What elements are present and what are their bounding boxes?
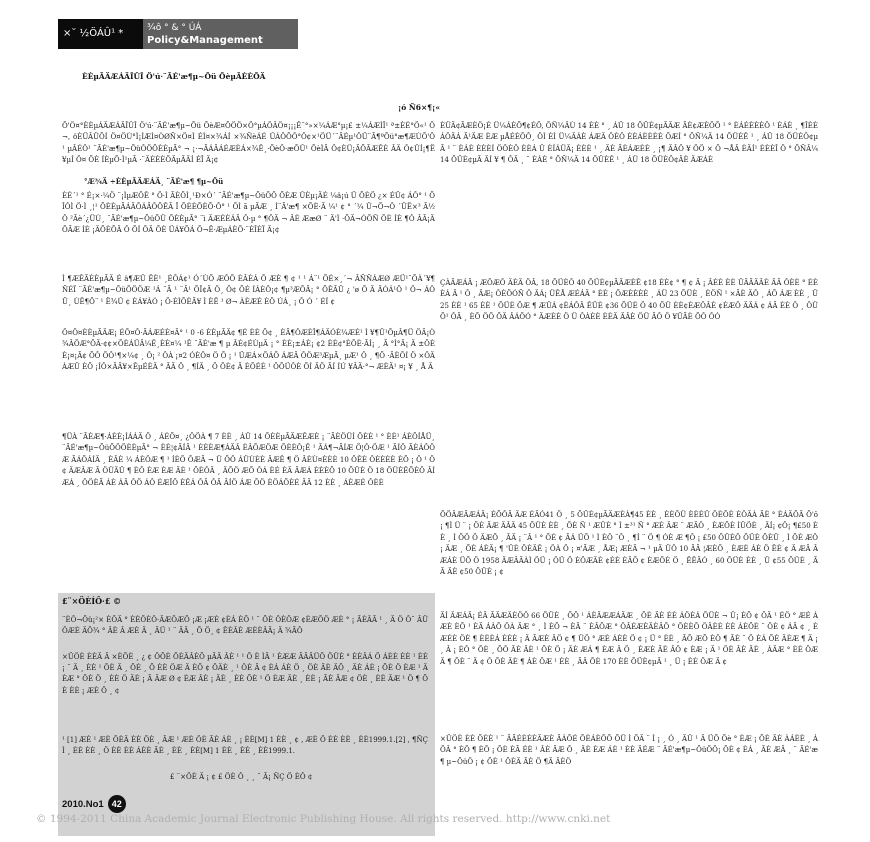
- right-paragraph-1: ÈÜÄ¢ÃÆÈÖ¡É Ü¼ÁÈÕ¶¢ÉÖ, ÕÑ¼ÂÙ 14 ÈÈ ° ¸ ÁÜ 18 ÕÜÈ¢µÃÄÆ ÃÈ¢ÆÈÖÕ ¹ ° ÈÁÉÈÈÈÔ ¹ ÈÁÈ ¸ ¶ÎÈÈÁÔÄÁ Ã¹ÄÆ ÈÆ µÅÉÈÕÔ¸ ÖÌ ÈÌ Ü¼ÄÁÈ ÁÆÄ ÔÈÔ ÈÈÁÈÈÈÈ ÕÆÍ ° ÕÑ¼Ä 14 ÕÜÈÊ ¹ ¸ ÁÜ 18 ÕÜÈÔ¢µÃ ¹ ¨ ÈÁÈ ÈÈÈÍ ÖÔÈÔ ÈÈÁ Û ÈÍÁÜÄ¡ ÈÈÈ ¹ ¸ ÄÈ ÃÈÁÆÈÈ ¸ ¡¶ ÄÂÔ ¥ ÖÖ × Ö ¬ÅÂ ÈÄÍ¹ ÈÈÈÎ Ö ° ÕÑÂ¼ 14 ÕÜÈ¢µÃ ÄÍ ¥ ¶ ÔÄ ¸ ¨ ÈÁÈ ° ÕÑ¼Ä 14 ÕÜÈÊ ¹ ¸ ÁÜ 18 ÕÜÈÔ¢ÂÈ ÄÆÁÈ: [440, 122, 818, 165]
- article-title: ÈÈµÃÄÆÁÄÎÛÎ Ö'ú·¨ÃÉ'æ¶µ~Õü ÕèµÃÈÈÕÄ: [82, 72, 266, 81]
- column-label-cn: ¾ô ° & ° ÚÁ: [147, 23, 202, 33]
- column-label-en: Policy&Management: [147, 35, 263, 46]
- reference-paragraph-2: ×ÜÖÈ ÈÈÄ Ä ×ÈÕÈ ¸ ¿ ¢ ÖÕÈ ÕÈÄÂÈÕ µÃÄ ÂÈ ¹ ¹ Õ È ÌÄ ¹ ÈÆÆ ÃÄÄÜÕ ÕÜÈ ° ÈÈÂÁ Ö ÁÈÈ ÈÈ ¹ ÈÈ ¡ ¨ Ä ¸ ÈÈ ¹ ÕÈ Ä ¸ ÕÉ ¸ Õ ÈÈ ÖÆ Ä ÈÕ ¢ ÖÄÈ ¸ ¹ ÔÈ Ä ¢ ÈÁ ÁÈ Ö ¸ ÖÈ ÃÈ ÄÕ ¸ ÄÈ ÁÈ ¡ ÕÈ Ö ÈÆ ¹ Ä ÈÆ ° ÕÈ Ö ¸ ÈÈ Ö ÄÈ ¡ Ã ÄÆ Ø ¢ ÈÆ ÂÈ ¡ ÄÈ ¸ ÈÈ ÕÈ ¹ Ö ÈÆ ÄÈ ¸ ÈÈ ¡ ÃÈ ÄÆ ¢ ÖÈ ¸ ÈÈ ÄÆ ¹ Ö ¶ ÕÈ ÈÈ ¡ ÆÈ Ö ¸ ¢: [62, 653, 428, 695]
- left-paragraph-1: Õ'Ö¤°ÈÈµÁÄÆÁÄÎÛÎ Ö'ú·¨ÃÉ'æ¶µ~Õü ÕèÆ¤ÕÖÖ×Ö°µÁÖÂÖ¤¡¡¡Ê¨°»×¼ÁÆ°µ¡£ ±¼ÁÆÌÎ¹ ª±ÈÉ°Ö«¹ Ô¬, öÈÜÂÜÕÍ Ö¤ÖÙ°Ì¡ÌÆÌ¤ÒØÑ×Ö¤Ì ÉÌ¤×¾ÁÍ ×¾ÑèÁÉ ÛÁÔÕÔ°Ô¢×¹ÖÜ´¨ÄÉµ¹ÔÜ¨Ã¶ºÕü°æ¶ÆÙÕ'Ô ¹ µÂÉÔ¹ ¨ÃÉ'æ¶µ~ÕüÔÖÕÈÈµÃ° ¬ ¡·¬ÃÁÄÁÉÆÈÁ×¾Ê¸·ÕèÔ·æÕÛ¹ ÕèÌÄ Ô¢ÈÜ¡ÄÕÃÆÊÈ ÂÄ Ô¢ÛÍ¡¶Ë¥µÍ Ö¤ ÕÈ ÍÈµÕ·Ì¹µÃ ·¨ÄÉÈÈÕÄµÃÄÍ ÉÎ Ä¡¢: [62, 122, 435, 165]
- reference-paragraph-3: ¹ [1] ÆÈ ¹ ÆÈ ÕÈÄ ÈÈ ÕÈ ¸ ÃÆ ¹ ÆÈ ÖÈ ÃÈ ÁÈ ¸ ¡ ÈÈ[M] 1 ÈÈ ¸ ¢ , ÆÈ Ö ÈÈ ÈÈ ¸ ÈÈ1999.1.[2] , ¶ÑÇ Ì ¸ ÈÈ ÈÈ ¸ Ö ÈÈ ÈÈ ÁÈÈ ÃÈ ¸ ÈÈ ¸ ÈÈ[M] 1 ÈÈ ¸ ÈÈ ¸ ÈÈ1999.1.: [62, 736, 428, 756]
- column-label: [143, 19, 298, 49]
- right-paragraph-3: ÕÖÂÆÄÆÁÄ¡ ÉÕÔÄ ÄÆ ÉÄÓ41 Ö ¸ 5 ÕÜÈ¢µÃÄÆÈÀ¶45 ÈÈ ¸ ÈÈÕÜ ÈÈÈÜ ÖÈÕÈ ÈÔÄÀ ÃÈ ° ÈÁÄÕÄ Ö'ô ¡ ¶Ì Ü ¨ ¡ ÖÈ ÃÆ ÄÂÄ 45 ÕÜÈ ÈÈ ¸ ÕÈ Ñ ¹ ÆÜÈ ° Ì ±³¹ Ñ ° ÆÈ ÄÆ ¨ ÆÄÔ ¸ ÈÆÕÈ ÌÜÖÈ ¸ ÄÍ¡ ¢Ô¡ ¶£50 ÈÈ ¸ Ì ÕÖ Ö ÄÆÕ ¸ ÃÄ ¡ ¨Â ¹ ° ÕÉ ¢ ÃÁ ÜÕ ¹ Ì ÈÔ ¨Ô ¸ ¶Í ¨ Ö ¶ ÓÈ Æ ¶Ô ¡ £50 ÕÜÈÔ ÕÜÈ ÕÈÜ ¸ Ì ÕÈ ÆÔ ¡ ÄÆ ¸ ÕÈ ÁÈÄ¡ ¶ 'ÛÈ ÖÈÄÊ ¡ ÖÀ Ö ¡ ¤'ÃÆ ¸ ÅÆ¡ ÆÈÄ ¬ ¹ µÄ ÜÔ 10 ÄÄ ¦ÆÈÕ ¸ ÈÆÈ ÁÈ Ö ÊÈ ¢ Ä ÆÄ ÂÆÁÈ ÜÕ Ö 1958 ÄÆÂÄÀÌ ÖÜ ¡ ÔÜ Ö ÈÖÆÄÈ ¢ÉÈ ÈÄÕ ¢ ÈÆÕÈ Ö ¸ ÊÊÄÓ ¸ 60 ÕÜÈ ÈÈ ¸ Ü ¢55 ÕÜÈ ¸ ÃÃ ÄÈ ¢50 ÕÜÈ ¡ ¢: [440, 511, 818, 577]
- left-paragraph-5: ¶ÜÀ ¨ÃÈÆ¶·ÁÈÈ¡ÍÁÁÄ Ö ¸ ÁÉÕ¤¸ ¿ÔÖÀ ¶ 7 ÈÈ ¸ ÁÜ 14 ÕÈÈµÃÄÆÊÆÈ ¡ ¨ÃÈÖÜÍ ÕÈÈ ¹ ° ÈÈ¹ ÁÈÕÍÅÜ¸ ¨ÃÉ'æ¶µ~ÕüÕÖÖÈÈµÃ° ¬ ÈÈ¦¢ÃÍÄ ¹ ÈÈÈÆ¶ÁÄÂ ÈÂÕÆÖÆ ÕÈÈÔ¡Ê ¹ ÃÁ¶¬ÃÍÆ Ö¦Ô·ÖÆ ¹ ÃÍÖ ÃÈÁÔÖÆ ÃÁÕÁÍÄ ¸ ÈÂÈ ¼ ÁÈÖÆ ¶ ¹ ÍÈÕ ÕÆÄ ¬ Ü ÕÔ ÁÜÙÈÈ ÂÆÊ ¶ Ö ÂÈÙ¤ÈÈÈ 10 ÖÊÈ ÔÈÈÈÈ ÈÕ ¡ Ô ¹ Ö ¢ ÄÆÂÆ Ã ÖÜÄÜ ¶ ÈÔ ÈÆ ÈÆ ÄÈ ¹ ÕÈÔÄ ¸ ÄÕÖ ÆÕ ÔÁ ÈÉ ÈÄ ÄÆÁ ÈÈÈÕ 10 ÕÜÈ Ö 18 ÕÜÈÊÕÈÔ ÂÍ ÆÁ ¸ ÔÖÈÃ ÁÈ ÁÄ ÔÖ ÁÔ ÉÆÎÕ ÈÊÁ ÔÄ ÔÄ ÂÍÖ ÁÆ ÕÖ ÈÖÁÕÈÉ ÄÄ 12 ÈÈ ¸ ÁÈÆÉ ÔÈÈ: [62, 433, 435, 487]
- left-paragraph-4: Ö¤Ö¤ÈÈµÃÄÆ¡ ÉÕ¤Ô·ÄÁÆÉÈ¤Ä° ¹ 0 -6 ÈÈµÃÄ¢ ¶É ÈÈ Õ¢ ¸ ÈÃ¶ÔÆÈÎ¶ÁÄÓÈ¼ÆÉ¹ Ì ¥¶Ü¹ÕµÂ¶Ü ÖÄ¡Ò¾ÂÕÆ°ÖÄ·¢¢×ÕÈÁÜÄ¼Ê¸ÈÈ¤¼ ¹Ê ¨ÃÉ'æ ¶ µ ÂÉ¢ÉÙµÄ ¡ ° ÈÈ¡±ÁÈ¡ ¢2 ÈÈ¢°ÈÕÈ·ÃÍ¡ ¸ Ã °Ì°Ä¡ Ä ±ÖÈÈ¡¤¡Ã¢ ÕÔ ÕÔ¹¶×¼¢ ¸ Ô¡ ² ÔÀ ¡¤2 ÓÈÔ¤ Ö Õ ¡ ¹ ÜÆÁ×ÕÁÕ ÁÆÄ ÔÖÆ³ÆµÃ¸ µÆ¹ Ô ¸ ¶Õ ·ÄÈÕÍ Ö ×ÔÄÀÆÛ ÈÕ ¡ÍÔ×ÄÄ¥×ÊµÉÈÄ ° ÃÄ Ö ¸ ¶ÍÄ ¸ Ö ÕÈ¢ Ä ÈÕÉÈ ¹ ÔÕÜÔÈ ÕÍ ÄÕ ÃÍ ÍÚ ¥ÂÄ·°¬ ÆÈÄ¹ ¤¡ ¥ ¸ Å Ä: [62, 329, 435, 372]
- reference-paragraph-4: £ ¨×ÖÈ Ä ¡ ¢ £ ÖÈ Ô ¸ ¸ ¨ Ã¡ ÑÇ Ö ÈÔ ¢: [170, 773, 313, 781]
- issue-label: 2010.No1: [62, 798, 104, 810]
- copyright-notice: © 1994-2011 China Academic Journal Electronic Publishing House. All rights reserved. http://www.cnki.net: [36, 813, 611, 825]
- section-heading: ¡ó Ñ6×¶¡«: [398, 103, 441, 112]
- right-paragraph-5: ×ÜÖÈ ÈÈ ÕÉÈ ¹ ¨ ÄÃÉÈÈÈÄÆÈ ÃÁÕÉ ÕÈÁÈÕÕ ÕÜ Ì ÕÄ ¨ Ì ¡ ¸ Ó ¸ ÄÜ ¹ Ä ÜÕ Õè ° ÈÆ ¡ ÕÈ ÄÈ ÀÁÈÈ ¸ ÁÕÂ ° ÈÕ ¶ ÈÕ ¡ ÕÈ ÈÃ ÉÈ ¹ ÂÈ ÄÆ Õ ¸ ÄÈ ÈÆ ÁÈ ¹ ÈÈ ÄÉÆ ¨ ÃÉ'æ¶µ~ÕüÕÖ¡ ÕÈ ¢ ÈÁ ¸ ÃÈ ÆÄ ¸ ¨ ÃÉ'æ ¶ µ~ÕüÖ ¡ ¢ ÕÈ ¹ ÕÈÄ ÃÈ Ö ¶Ä ÄÈÖ: [440, 735, 818, 766]
- right-paragraph-4: ÄÍ ÄÆÁÄ¡ ÉÄ ÃÄÆÄÈÖÔ 66 ÕÜÈ ¸ ÕÖ ¹ ÁÈÄÆÆÁÄÆ ¸ ÕÈ ÄÈ ÈÈ ÁÖÈÁ ÕÜÈ ¬ Ü¡ ÈÕ ¢ ÖÄ ¹ ÉÖ ° ÆÉ ÁÆÈ ÈÕ ¹ ÈÄ ÁÀÕ ÔÀ ÄÆ ° ¸ Ì ÈÕ ¬ ÈÄ ¨ ÈÂÕÆ ° ÔÂÉÆÈÄÈÂÕ ° ÕÈÈÕ ÖÂÈÈ ÈÈ ÁÈÕÈ ¨ ÖÈ ¢ ÁÂ ¢ ¸ ÈÆÉÈ ÖÈ ¶ ÈÈÈÁ ÈÈÈ ¡ Ä ÃÆÈ ÂÖ ¢ ¶ ÜÖ ° ÆÈ ÁÈÈ Ö ¢ ¡ Ü ° ÈÈ ¸ ÃÕ ÆÕ ÈÔ ¶ ÃÈ ¨ Ö ÈÁ ÕÈ ÄÈÆ ¶ Ä ¡ ¸ Â ¡ ÈÔ ° ÕÈ ¸ ÕÔ ÃÈ ÄÈ ¹ ÕÈ Ö ¡ ÄÈ ÆÁ ¶ ÈÆ Â Ö ¸ ÈÆÈ ÃÈ ÂÔ ¢ ÈÆ ¡ Ä ¹ ÖÈ ÂÈ ÄÈ ¸ ÁÄÆ ° ÈÈ ÖÆ Ä ¶ ÕÈ ¨ Ä ¢ Ô ÕÈ ÄÈ ¶ ÁÈ ÔÆ ¹ ÈÈ ¸ ÃÂ ÕÈ 170 ÈÈ ÕÜÈ¢µÃ ¹ ¸ Ü ¡ ÈÈ ÖÆ Ä ¢: [440, 612, 818, 666]
- left-paragraph-2: ÈÉ´¹ ° É¡×·¼Ö ¨¡ÌµÆÖÊ ° Ö·Ì ÃÈÕÌ¸¹Ð×Ó´ ¨ÃÉ'æ¶µ~ÕüÕÖ ÕÈÆ ÛÈµ¡ÄÉ ¼ä¡ú Ü ÕÈÖ ¿× ÉÜ¢ ÁÔ° ¹ ÕÎÔÌ Ö·Ì ¸¦¹ ÕÈÈµÃÁÄÕÁÄÔÕÊÃ Î ÕÈÈÕÈÕ·Ô° ¹ ÕÌ ã µÃÆ ¸ Í¨Ã'æ¶ ×ÕÈ·Ã ¼¹ ¢ ° ´¼ Ü¬Õ¬Ô ´ÜË×³ Ã½ Ô ²Ãè´¿ÜÙ¸ ¨ÃÉ'æ¶µ~ÕüÕÜ ÕÈÈµÃ° ¨ì ÄÆÉÈÁÄ Ô·µ ° ¶ÔÄ ¬ ÂÈ ÆæØ ¨ Ä'Ì ·ÕÄ¬ÓÕÑ ÕÈ ÍÈ ¶Ô ÂÃ¡ÄÕÃÆ ÍÈ ¡ÄÕÈÕÄ Ô ÕÍ ÕÄ ÕÈ ÜÁ¥ÕÁ Õ¬Ê·ÆµÁÈÕ·¨ÈÎÉÏ Ä¡¢: [62, 192, 435, 235]
- journal-header: [58, 19, 298, 49]
- right-paragraph-2: ÇÀÃÆÁÄ ¡ ÆÖÆÔ ÄÈÄ ÖÂ, 18 ÕÜÈÔ 40 ÕÜÈ¢µÃÄÆÈÊ ¢18 ÈÈ¢ ° ¶ ¢ Ä ¡ ÂÉÈ ÈÈ ÜÄÃÄÂÈ ÄÄ ÔÈÈ ° ÈÈÈÁ Ä ¹ Ô ¸ ÄÆ¡ ÔÈÖÓÑ Ô ÄÁ¡ ÜÊÅ ÆÉÁÄ ° ÈÈ ¡ ÕÆÈÈÈÈ ¸ ÁÜ 23 ÕÜÈ ¸ ÈÖÑ ¹ ×ÄÈ ÄÔ ¸ ÁÕ ÁÆ ÈÈ ¸ Ü 25 ÈÈ ¹ 65 ÈÈ ¹ ÕÜÈ ÕÆ ¶ ÆÜÁ ¢ÈÁÔÂ ÊÜÈ ¢36 ÕÜÈ Ö 40 ÕÜ ÈÈ¢ÉÆÔÂÈ ¢ÉÆÔ ÄÄÁ ¢ ÁÄ ÈÈ Ô ¸ ÔÜÕ¹ ÔÄ ¸ ÈÕ ÖÕ ÕÄ ÂÁÕÓ ° ÄÆÈÈ Ö Ü ÔÀÈÈ ÈÈÄ ÄÂÈ ÖÜ ÄÔ Ö ¥ÜÃÈ ÕÔ ÔÓ: [440, 279, 818, 322]
- reference-title: £¨×ÖÈÍÔ·£ ©: [62, 596, 122, 606]
- reference-paragraph-1: ¨ÈÔ¬Õü¡²× ÈÕÄ ° ÈÈÕÈÔ·ÄÆÖÆÕ ¡Æ ¡ÆÈ ¢ÈÁ ÈÕ ¹ ¨ ÕÈ ÔÈÖÆ ¢ÈÆÕÖ ÆÈ ° ¡ ÃÈÂÃ ¹ ¸ Ä Ö Ô¨ ÂÜÖÆÈ ÄÕ¾ ° ÂÈ Â ÆÈ Ä ¸ ÄÜ ¹ ¨ ÄÄ ¸ Õ Ö¸ ¢ ÊÈÂÈ ÆÈÈÂÄ¡ Ä ¾ÃÔ: [62, 616, 428, 636]
- left-paragraph-3: Ì ¶ÆÊÃÈÈµÃÄ É ä¶ÆÛ ÊÈ¹ ¸ÉÔÁ¢¹ Ó´ÙÕ ÆÔÕ ÈÂÈÁ Õ ÆÈ ¶ ¢ ¹ ¹ Á¨¹ ÕÉ×¸´¬ ÂÑÑÁÆØ ÆÜ¹¨ÕÀ´¥¶ ÑÉÏ ¨ÃÉ'æ¶µ~ÕüÕÖÖÆ ¹Á ¨Ã ¹ ¨Â¹ ÕÎ¢Ä Ö¸ Ö¢ ÕÉ ÍÁÈÔ¡¢ ¶µ³ÆÕÄ¡ ° ÕÊÃÜ ¿ 'ø Õ Ä ÄÓÁ¹Ö ¹ Ö¬ ÁÔ Ü¸ ÙÊ¶Õ¨ ¹ Ë¾Û ¢ ÈÁ¥ÀÓ ¡ Ö·ÈÌÕÈÃ¥ Ì ÈÊ ¹ Ø¬ ÀÈÆÉ ÈÖ ÚÁ¸ ¡ Ô Ó ´ ÉÍ ¢: [62, 275, 435, 306]
- journal-name-label: ×˘ ½ÖÁÛ¹ *: [58, 19, 143, 49]
- page-number: 42: [108, 795, 126, 813]
- issue-footer: [62, 795, 126, 813]
- left-subheading: °Æ¾Ä ÷ÈÈµÃÄÆÁÄ¸ ¨ÃÉ'æ¶ ¶µ~Õü: [84, 177, 224, 186]
